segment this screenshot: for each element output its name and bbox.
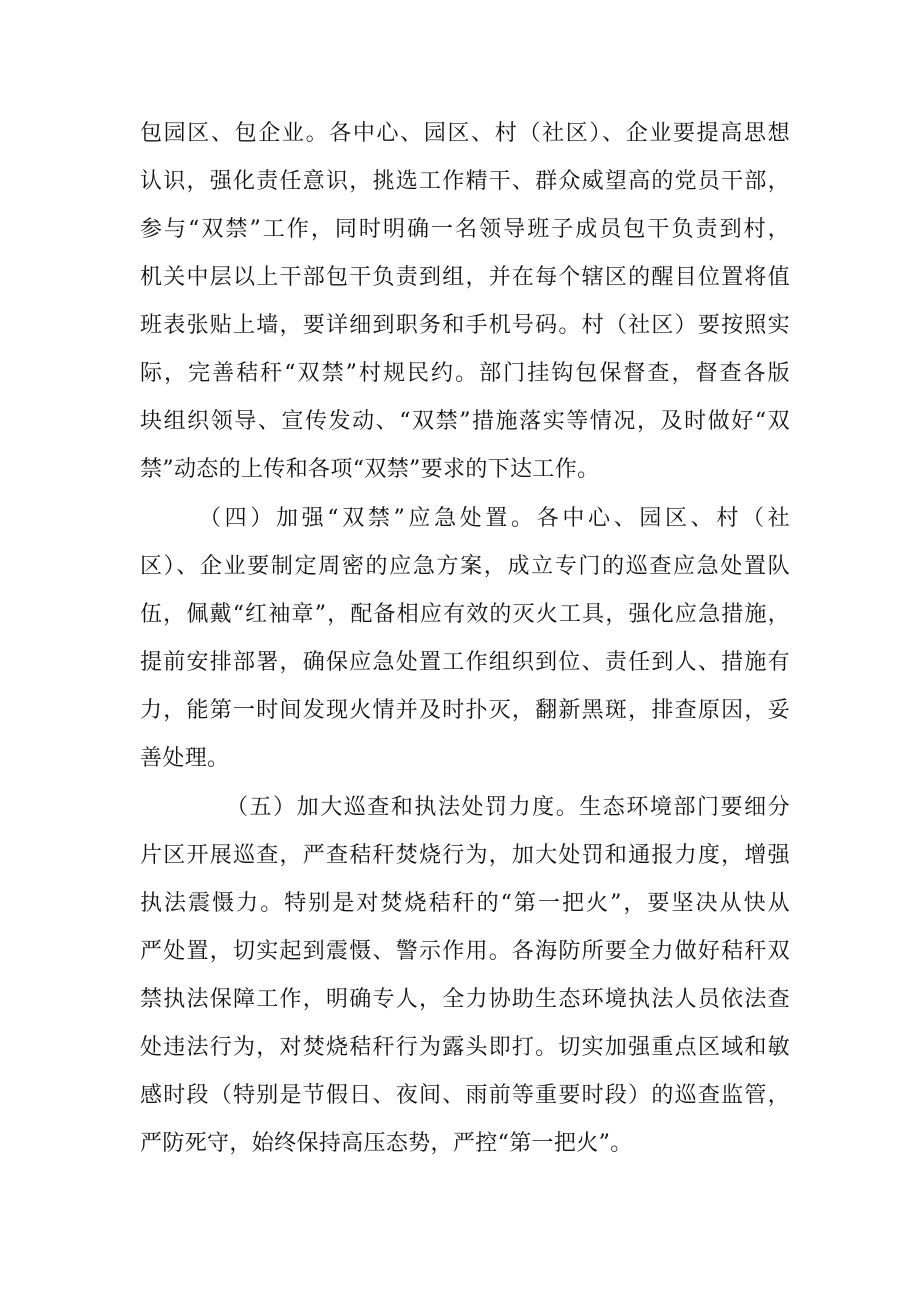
paragraph-2-first-line: （四）加强“双禁”应急处置。各中心、园区、村（社 xyxy=(199,506,790,531)
text-line: 区）、企业要制定周密的应急方案，成立专门的巡查应急处置队 xyxy=(140,554,790,579)
text-line: 执法震慑力。特别是对焚烧秸秆的“第一把火”，要坚决从快从 xyxy=(140,891,790,916)
text-line: 提前安排部署，确保应急处置工作组织到位、责任到人、措施有 xyxy=(140,650,790,675)
text-line: 片区开展巡查，严查秸秆焚烧行为，加大处罚和通报力度，增强 xyxy=(140,843,790,868)
text-line: 伍，佩戴“红袖章”，配备相应有效的灭火工具，强化应急措施， xyxy=(140,602,790,627)
text-line: 禁执法保障工作，明确专人，全力协助生态环境执法人员依法查 xyxy=(140,987,790,1012)
text-line: 严防死守，始终保持高压态势，严控“第一把火”。 xyxy=(140,1131,633,1156)
text-line: 班表张贴上墙，要详细到职务和手机号码。村（社区）要按照实 xyxy=(140,313,790,338)
text-line: 际，完善秸秆“双禁”村规民约。部门挂钩包保督查，督查各版 xyxy=(140,361,790,386)
text-line: 禁”动态的上传和各项“双禁”要求的下达工作。 xyxy=(140,457,600,482)
text-line: 善处理。 xyxy=(140,746,230,771)
text-line: 处违法行为，对焚烧秸秆行为露头即打。切实加强重点区域和敏 xyxy=(140,1035,790,1060)
text-line: 感时段（特别是节假日、夜间、雨前等重要时段）的巡查监管， xyxy=(140,1083,790,1108)
text-line: 参与“双禁”工作，同时明确一名领导班子成员包干负责到村， xyxy=(140,217,790,242)
text-line: 力，能第一时间发现火情并及时扑灭，翻新黑斑，排查原因，妥 xyxy=(140,698,790,723)
text-line: 机关中层以上干部包干负责到组，并在每个辖区的醒目位置将值 xyxy=(140,265,790,290)
text-line: 认识，强化责任意识，挑选工作精干、群众威望高的党员干部， xyxy=(140,169,790,194)
paragraph-3-first-line: （五）加大巡查和执法处罚力度。生态环境部门要细分 xyxy=(226,795,790,820)
text-line: 块组织领导、宣传发动、“双禁”措施落实等情况，及时做好“双 xyxy=(140,409,790,434)
text-line: 严处置，切实起到震慑、警示作用。各海防所要全力做好秸秆双 xyxy=(140,939,790,964)
text-line: 包园区、包企业。各中心、园区、村（社区）、企业要提高思想 xyxy=(140,121,790,146)
